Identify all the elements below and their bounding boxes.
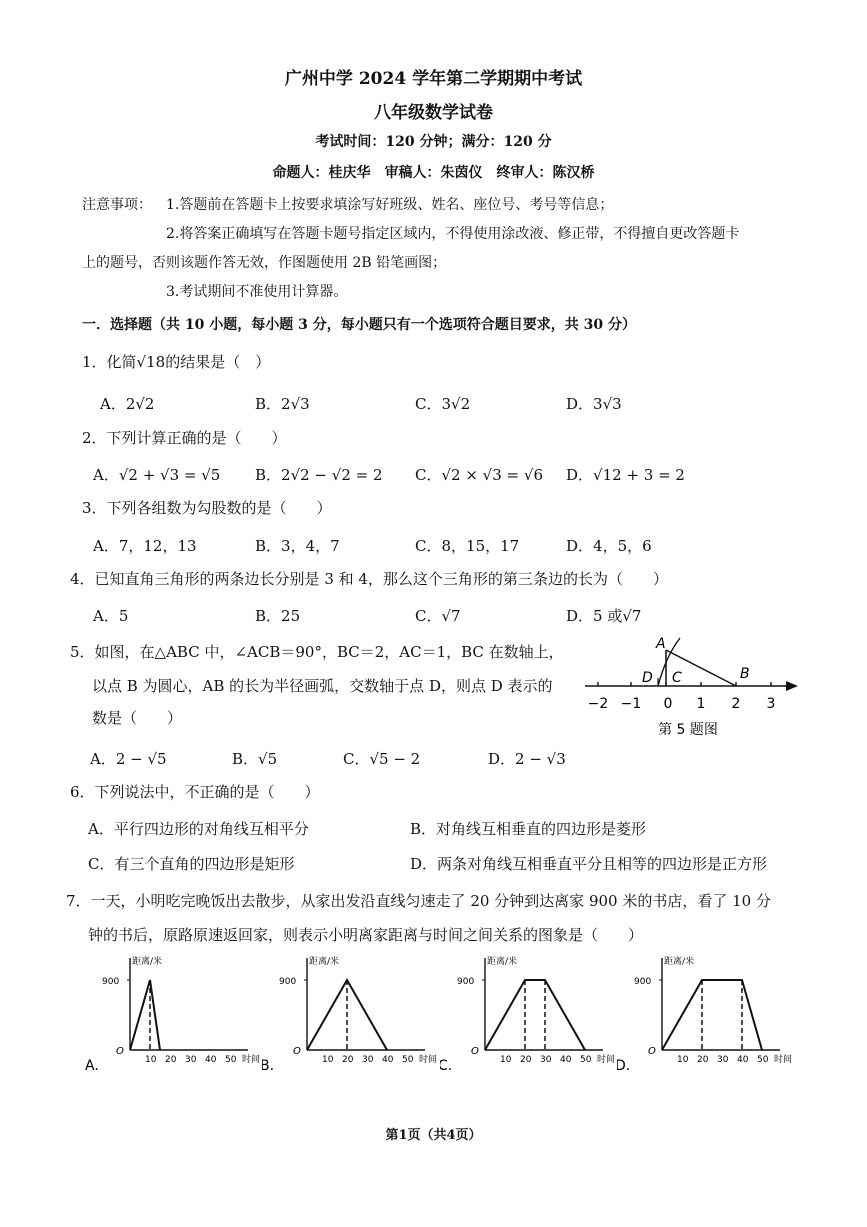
- q2-option-a: A．√2 + √3 = √5: [93, 466, 221, 484]
- x-tick-label: 30: [362, 1055, 374, 1065]
- graph-option-label: D.: [617, 1058, 631, 1074]
- x-tick-label: 20: [342, 1055, 354, 1065]
- x-tick-label: 10: [500, 1055, 512, 1065]
- x-tick-label: 20: [520, 1055, 532, 1065]
- q5-stem-line2: 以点 B 为圆心，AB 的长为半径画弧，交数轴于点 D，则点 D 表示的: [92, 677, 553, 695]
- q5-option-a: A．2 − √5: [90, 750, 167, 768]
- point-c-label: C: [672, 670, 682, 686]
- x-tick-label: 50: [402, 1055, 414, 1065]
- q7-graph-d: [617, 950, 792, 1080]
- note-2b: 上的题号，否则该题作答无效，作图题使用 2B 铅笔画图；: [82, 255, 447, 271]
- x-tick-label: 10: [322, 1055, 334, 1065]
- point-d-label: D: [642, 670, 653, 686]
- figure-caption: 第 5 题图: [658, 722, 718, 738]
- distance-time-line: [130, 980, 160, 1050]
- q5-figure: [580, 630, 810, 745]
- distance-time-line: [662, 980, 762, 1050]
- page-title: 八年级数学试卷: [374, 103, 493, 123]
- q3-option-a: A．7，12，13: [93, 537, 197, 555]
- y-max-label: 900: [457, 977, 475, 987]
- q5-option-d: D．2 − √3: [488, 750, 566, 768]
- q7-stem-line1: 7．一天，小明吃完晚饭出去散步，从家出发沿直线匀速走了 20 分钟到达离家 900 米的书店，看了 10 分: [66, 892, 771, 910]
- q4-option-d: D．5 或√7: [566, 607, 642, 625]
- tick-label: −2: [587, 696, 609, 712]
- section-heading: 一．选择题（共 10 小题，每小题 3 分，每小题只有一个选项符合题目要求，共 30 分）: [82, 317, 636, 333]
- q6-option-c: C．有三个直角的四边形是矩形: [88, 855, 295, 873]
- tick-label: 2: [731, 696, 741, 712]
- note-2a: 2.将答案正确填写在答题卡题号指定区域内，不得使用涂改液、修正带，不得擅自更改答题卡: [166, 226, 740, 242]
- q1-option-c: C．3√2: [415, 395, 471, 413]
- origin-label: O: [293, 1046, 301, 1057]
- q3-stem: 3．下列各组数为勾股数的是（ ）: [82, 499, 332, 517]
- q2-stem: 2．下列计算正确的是（ ）: [82, 429, 287, 447]
- x-tick-label: 10: [677, 1055, 689, 1065]
- q6-stem: 6．下列说法中，不正确的是（ ）: [70, 783, 320, 801]
- q7-graph-a: [85, 950, 260, 1080]
- x-tick-label: 40: [382, 1055, 394, 1065]
- x-tick-label: 50: [757, 1055, 769, 1065]
- q6-option-b: B．对角线互相垂直的四边形是菱形: [410, 820, 647, 838]
- tick-label: 3: [766, 696, 776, 712]
- graph-option-label: C.: [440, 1058, 453, 1074]
- origin-label: O: [116, 1046, 124, 1057]
- q2-option-c: C．√2 × √3 = √6: [415, 466, 543, 484]
- x-tick-label: 50: [580, 1055, 592, 1065]
- x-tick-label: 50: [225, 1055, 237, 1065]
- y-axis-label: 距离/米: [132, 957, 163, 967]
- q5-stem-line1: 5．如图，在△ABC 中，∠ACB＝90°，BC＝2，AC＝1，BC 在数轴上，: [70, 643, 564, 661]
- q1-option-d: D．3√3: [566, 395, 622, 413]
- origin-label: O: [471, 1046, 479, 1057]
- authors-line: 命题人：桂庆华 审稿人：朱茵仪 终审人：陈汉桥: [272, 165, 595, 181]
- q4-option-c: C．√7: [415, 607, 461, 625]
- notes-label: 注意事项：: [82, 197, 152, 213]
- q4-option-a: A．5: [93, 607, 129, 625]
- x-tick-label: 20: [697, 1055, 709, 1065]
- q6-option-d: D．两条对角线互相垂直平分且相等的四边形是正方形: [410, 855, 768, 873]
- graph-option-label: A.: [85, 1058, 99, 1074]
- y-axis-label: 距离/米: [664, 957, 695, 967]
- graph-svg: [440, 950, 615, 1080]
- x-tick-label: 10: [145, 1055, 157, 1065]
- x-tick-label: 20: [165, 1055, 177, 1065]
- q4-stem: 4．已知直角三角形的两条边长分别是 3 和 4，那么这个三角形的第三条边的长为（ ）: [70, 570, 668, 588]
- graph-svg: [85, 950, 260, 1080]
- q7-graph-c: [440, 950, 615, 1080]
- q1-stem: 1．化简√18的结果是（ ）: [82, 353, 271, 371]
- tick-label: 1: [696, 696, 706, 712]
- y-max-label: 900: [102, 977, 120, 987]
- q6-option-a: A．平行四边形的对角线互相平分: [88, 820, 309, 838]
- y-max-label: 900: [279, 977, 297, 987]
- distance-time-line: [485, 980, 585, 1050]
- x-tick-label: 40: [205, 1055, 217, 1065]
- note-3: 3.考试期间不准使用计算器。: [166, 284, 348, 300]
- school-line: 广州中学 2024 学年第二学期期中考试: [284, 69, 583, 89]
- q3-option-c: C．8，15，17: [415, 537, 520, 555]
- graph-svg: [617, 950, 792, 1080]
- y-axis-label: 距离/米: [487, 957, 518, 967]
- number-line-arrow: [786, 681, 798, 691]
- q2-option-b: B．2√2 − √2 = 2: [255, 466, 383, 484]
- x-tick-label: 30: [185, 1055, 197, 1065]
- q7-graph-b: [262, 950, 437, 1080]
- page-footer: 第1页（共4页）: [385, 1128, 482, 1143]
- tick-label: −1: [620, 696, 642, 712]
- q3-option-b: B．3，4，7: [255, 537, 340, 555]
- q7-graphs: [0, 950, 867, 1080]
- x-tick-label: 40: [737, 1055, 749, 1065]
- y-max-label: 900: [634, 977, 652, 987]
- x-tick-label: 30: [540, 1055, 552, 1065]
- origin-label: O: [648, 1046, 656, 1057]
- graph-option-label: B.: [262, 1058, 275, 1074]
- x-axis-label: 时间: [774, 1055, 792, 1065]
- y-axis-label: 距离/米: [309, 957, 340, 967]
- note-1: 1.答题前在答题卡上按要求填涂写好班级、姓名、座位号、考号等信息；: [166, 197, 614, 213]
- q4-option-b: B．25: [255, 607, 301, 625]
- x-axis-label: 时间: [419, 1055, 437, 1065]
- graph-svg: [262, 950, 437, 1080]
- q5-stem-line3: 数是（ ）: [92, 709, 183, 727]
- exam-meta: 考试时间：120 分钟；满分：120 分: [315, 134, 552, 150]
- x-axis-label: 时间: [242, 1055, 260, 1065]
- point-b-label: B: [740, 666, 750, 682]
- tick-label: 0: [663, 696, 673, 712]
- x-axis-label: 时间: [597, 1055, 615, 1065]
- point-a-label: A: [656, 636, 666, 652]
- x-tick-label: 40: [560, 1055, 572, 1065]
- q3-option-d: D．4，5，6: [566, 537, 652, 555]
- q5-option-b: B．√5: [232, 750, 278, 768]
- q2-option-d: D．√12 + 3 = 2: [566, 466, 685, 484]
- q1-option-b: B．2√3: [255, 395, 310, 413]
- q1-option-a: A．2√2: [100, 395, 155, 413]
- q7-stem-line2: 钟的书后，原路原速返回家，则表示小明离家距离与时间之间关系的图象是（ ）: [88, 926, 644, 944]
- q5-option-c: C．√5 − 2: [343, 750, 421, 768]
- x-tick-label: 30: [717, 1055, 729, 1065]
